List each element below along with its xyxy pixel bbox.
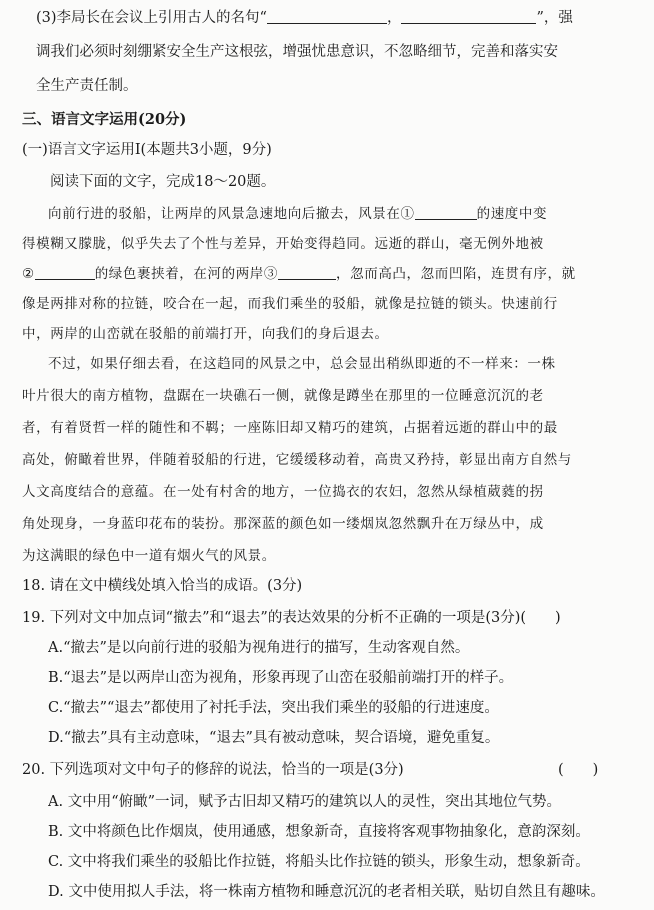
passage-line-2: 得模糊又朦胧，似乎失去了个性与差异，开始变得趋同。远逝的群山，毫无例外地被 xyxy=(22,236,544,252)
subsection1-title: (一)语言文字运用Ⅰ(本题共3小题，9分) xyxy=(22,142,272,158)
q3-part3-line3: 全生产责任制。 xyxy=(36,78,138,94)
passage-line-7: 叶片很大的南方植物，盘踞在一块礁石一侧，就像是蹲坐在那里的一位睡意沉沉的老 xyxy=(22,388,544,404)
passage-line-8: 者，有着贤哲一样的随性和不羁；一座陈旧却又精巧的建筑，占据着远逝的群山中的最 xyxy=(22,420,558,436)
passage-line-6: 不过，如果仔细去看，在这趋同的风景之中，总会显出稍纵即逝的不一样来：一株 xyxy=(48,356,556,372)
passage-line-11: 角处现身，一身蓝印花布的装扮。那深蓝的颜色如一缕烟岚忽然飘升在万绿丛中，成 xyxy=(22,516,544,532)
passage-line-3-mid: 的绿色裹挟着，在河的两岸③ xyxy=(94,266,279,282)
passage-line-1-end: 的速度中变 xyxy=(476,206,548,222)
q3-part3-line1 xyxy=(36,8,573,28)
answer-blank-1[interactable] xyxy=(267,8,387,24)
question-20-stem: 20. 下列选项对文中句子的修辞的说法，恰当的一项是(3分) xyxy=(22,762,404,778)
passage-blank-1[interactable] xyxy=(415,204,477,220)
question-19-option-c[interactable]: C.“撤去”“退去”都使用了衬托手法，突出我们乘坐的驳船的行进速度。 xyxy=(48,700,499,716)
passage-line-5: 中，两岸的山峦就在驳船的前端打开，向我们的身后退去。 xyxy=(22,326,389,342)
question-20-option-a[interactable]: A. 文中用“俯瞰”一词，赋予古旧却又精巧的建筑以人的灵性，突出其地位气势。 xyxy=(48,794,562,810)
question-19-option-b[interactable]: B.“退去”是以两岸山峦为视角，形象再现了山峦在驳船前端打开的样子。 xyxy=(48,670,514,686)
q3-part3-prefix: (3)李局长在会议上引用古人的名句“ xyxy=(36,10,267,26)
passage-blank-2[interactable] xyxy=(35,264,95,280)
passage-line-3-end: ，忽而高凸，忽而凹陷，连贯有序，就 xyxy=(336,266,576,282)
passage-line-10: 人文高度结合的意蕴。在一处有村舍的地方，一位捣衣的农妇，忽然从绿植葳蕤的拐 xyxy=(22,484,544,500)
passage-line-12: 为这满眼的绿色中一道有烟火气的风景。 xyxy=(22,548,276,564)
q3-part3-line2: 调我们必须时刻绷紧安全生产这根弦，增强忧患意识，不忽略细节，完善和落实安 xyxy=(36,44,558,60)
answer-blank-2[interactable] xyxy=(401,8,536,24)
section3-title: 三、语言文字运用(20分) xyxy=(22,111,187,128)
q3-part3-suffix: ”，强 xyxy=(536,10,573,26)
passage-line-1-start: 向前行进的驳船，让两岸的风景急速地向后撤去，风景在① xyxy=(48,206,415,222)
passage-line-1 xyxy=(48,204,547,224)
passage-marker-2: ② xyxy=(22,266,35,282)
q3-part3-comma: ， xyxy=(386,10,402,26)
question-20-option-b[interactable]: B. 文中将颜色比作烟岚，使用通感，想象新奇，直接将客观事物抽象化，意韵深刻。 xyxy=(48,824,590,840)
passage-line-4: 像是两排对称的拉链，咬合在一起，而我们乘坐的驳船，就像是拉链的锁头。快速前行 xyxy=(22,296,558,312)
passage-line-3 xyxy=(22,264,576,284)
question-19-stem: 19. 下列对文中加点词“撤去”和“退去”的表达效果的分析不正确的一项是(3分)( ) xyxy=(22,610,561,626)
passage-line-9: 高处，俯瞰着世界，伴随着驳船的行进，它缓缓移动着，高贵又矜持，彰显出南方自然与 xyxy=(22,452,572,468)
reading-instruction: 阅读下面的文字，完成18～20题。 xyxy=(50,174,276,190)
question-18: 18. 请在文中横线处填入恰当的成语。(3分) xyxy=(22,578,303,594)
question-20-answer-paren[interactable]: ( ) xyxy=(558,762,599,778)
passage-blank-3[interactable] xyxy=(278,264,336,280)
question-19-option-a[interactable]: A.“撤去”是以向前行进的驳船为视角进行的描写，生动客观自然。 xyxy=(48,640,470,656)
question-20-option-c[interactable]: C. 文中将我们乘坐的驳船比作拉链，将船头比作拉链的锁头，形象生动，想象新奇。 xyxy=(48,854,590,870)
question-19-option-d[interactable]: D.“撤去”具有主动意味，“退去”具有被动意味，契合语境，避免重复。 xyxy=(48,730,500,746)
question-20-option-d[interactable]: D. 文中使用拟人手法，将一株南方植物和睡意沉沉的老者相关联，贴切自然且有趣味。 xyxy=(48,884,605,900)
